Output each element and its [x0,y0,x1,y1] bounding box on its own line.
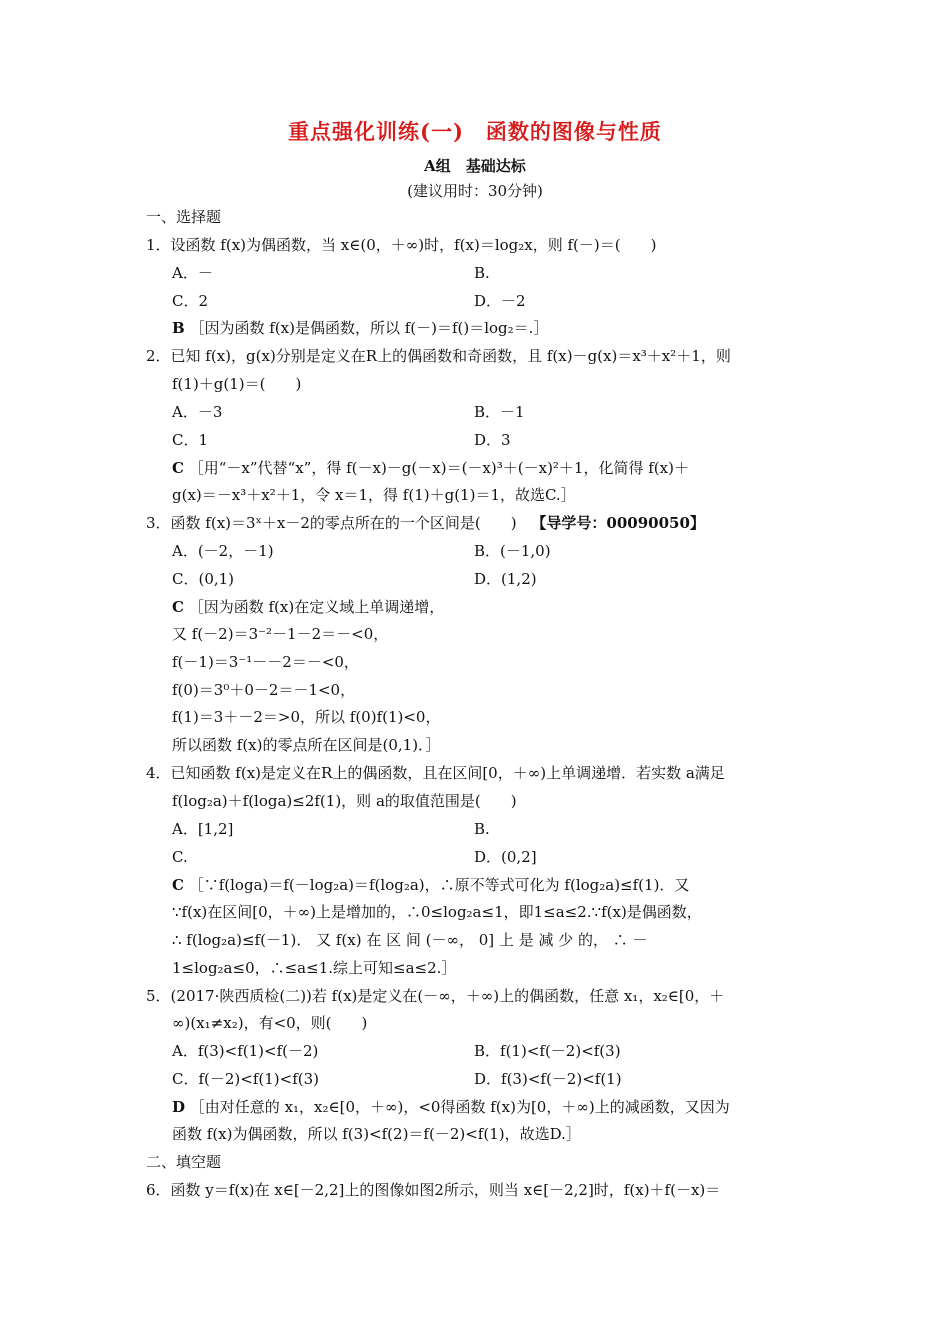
q5-explanation-line2: 函数 f(x)为偶函数，所以 f(3)<f(2)＝f(－2)<f(1)，故选D.］ [172,1125,581,1143]
q5-stem-line1: 5．(2017·陕西质检(二))若 f(x)是定义在(－∞，＋∞)上的偶函数，任意 x₁，x₂∈[0，＋ [146,987,725,1005]
q2-option-b: B．－1 [474,403,525,421]
q3-option-b: B．(－1,0) [474,542,551,560]
q3-guide-number: 【导学号：00090050】 [531,514,705,532]
q5-explanation-line1 [172,1097,730,1117]
q4-explanation-line4: 1≤log₂a≤0，∴≤a≤1.综上可知≤a≤2.］ [172,959,457,977]
q1-explanation-text: ［因为函数 f(x)是偶函数，所以 f(－)＝f()＝log₂＝.］ [189,319,549,337]
group-heading: A组 基础达标 [424,157,526,175]
q4-explanation-line1 [172,875,689,895]
q4-stem-line1: 4．已知函数 f(x)是定义在R上的偶函数，且在区间[0，＋∞)上单调递增．若实数 a满足 [146,764,725,782]
q2-stem-line1: 2．已知 f(x)，g(x)分别是定义在R上的偶函数和奇函数，且 f(x)－g(x)＝x³＋x²＋1，则 [146,347,731,365]
q4-option-d: D．(0,2] [474,848,537,866]
q2-answer: C [172,459,184,477]
q3-answer: C [172,598,184,616]
q5-option-b: B．f(1)<f(－2)<f(3) [474,1042,621,1060]
q3-explanation-line6: 所以函数 f(x)的零点所在区间是(0,1)．］ [172,736,441,754]
q1-answer: B [172,319,185,337]
q4-option-c: C. [172,848,188,866]
q4-option-a: A．[1,2] [172,820,234,838]
q3-explanation-line3: f(－1)＝3⁻¹－－2＝－<0， [172,653,359,671]
section-choice-heading: 一、选择题 [146,208,222,226]
q4-explanation-line2: ∵f(x)在区间[0，＋∞)上是增加的，∴0≤log₂a≤1，即1≤a≤2.∵f(x)是偶函数， [172,903,702,921]
q3-explanation-text1: ［因为函数 f(x)在定义域上单调递增， [188,598,445,616]
q5-option-c: C．f(－2)<f(1)<f(3) [172,1070,320,1088]
q3-explanation-line1 [172,597,444,617]
q3-option-a: A．(－2，－1) [172,542,274,560]
q5-option-a: A．f(3)<f(1)<f(－2) [172,1042,319,1060]
q2-explanation-text1: ［用“－x”代替“x”，得 f(－x)－g(－x)＝(－x)³＋(－x)²＋1，化简得 f(x)＋ [188,459,689,477]
time-hint: (建议用时：30分钟) [407,182,543,200]
q4-answer: C [172,876,184,894]
q3-option-c: C．(0,1) [172,570,235,588]
q1-option-a: A．－ [172,264,213,282]
q5-stem-line2: ∞)(x₁≠x₂)，有<0，则( ) [172,1014,368,1032]
q5-explanation-text1: ［由对任意的 x₁，x₂∈[0，＋∞)，<0得函数 f(x)为[0，＋∞)上的减函数，又因为 [189,1098,730,1116]
q1-option-d: D．－2 [474,292,526,310]
q4-explanation-line3: ∴ f(log₂a)≤f(－1)． 又 f(x) 在 区 间 (－∞， 0] 上 是 减 少 的， ∴ － [172,931,648,949]
q2-explanation-line2: g(x)＝－x³＋x²＋1，令 x＝1，得 f(1)＋g(1)＝1，故选C.］ [172,486,576,504]
q5-option-d: D．f(3)<f(－2)<f(1) [474,1070,622,1088]
q3-explanation-line2: 又 f(－2)＝3⁻²－1－2＝－<0， [172,625,389,643]
q3-stem [146,513,705,533]
q2-option-c: C．1 [172,431,209,449]
q2-option-a: A．－3 [172,403,223,421]
q3-explanation-line5: f(1)＝3＋－2＝>0，所以 f(0)f(1)<0， [172,708,441,726]
q1-option-b: B. [474,264,490,282]
q4-stem-line2: f(log₂a)＋f(loga)≤2f(1)，则 a的取值范围是( ) [172,792,517,810]
q6-stem: 6．函数 y＝f(x)在 x∈[－2,2]上的图像如图2所示，则当 x∈[－2,2]时，f(x)＋f(－x)＝ [146,1181,721,1199]
q3-explanation-line4: f(0)＝3⁰＋0－2＝－1<0， [172,681,356,699]
q4-option-b: B. [474,820,490,838]
q5-answer: D [172,1098,186,1116]
q3-stem-text: 3．函数 f(x)＝3ˣ＋x－2的零点所在的一个区间是( ) [146,514,517,532]
section-fill-heading: 二、填空题 [146,1153,222,1171]
q1-explanation [172,318,548,338]
q3-option-d: D．(1,2) [474,570,537,588]
q4-explanation-text1: ［∵f(loga)＝f(－log₂a)＝f(log₂a)，∴原不等式可化为 f(log₂a)≤f(1)．又 [188,876,690,894]
q2-explanation-line1 [172,458,689,478]
q2-option-d: D．3 [474,431,511,449]
q1-option-c: C．2 [172,292,209,310]
q1-stem: 1．设函数 f(x)为偶函数，当 x∈(0，＋∞)时，f(x)＝log₂x，则 f(－)＝( ) [146,236,657,254]
q2-stem-line2: f(1)＋g(1)＝( ) [172,375,302,393]
page-title: 重点强化训练(一) 函数的图像与性质 [288,119,662,144]
